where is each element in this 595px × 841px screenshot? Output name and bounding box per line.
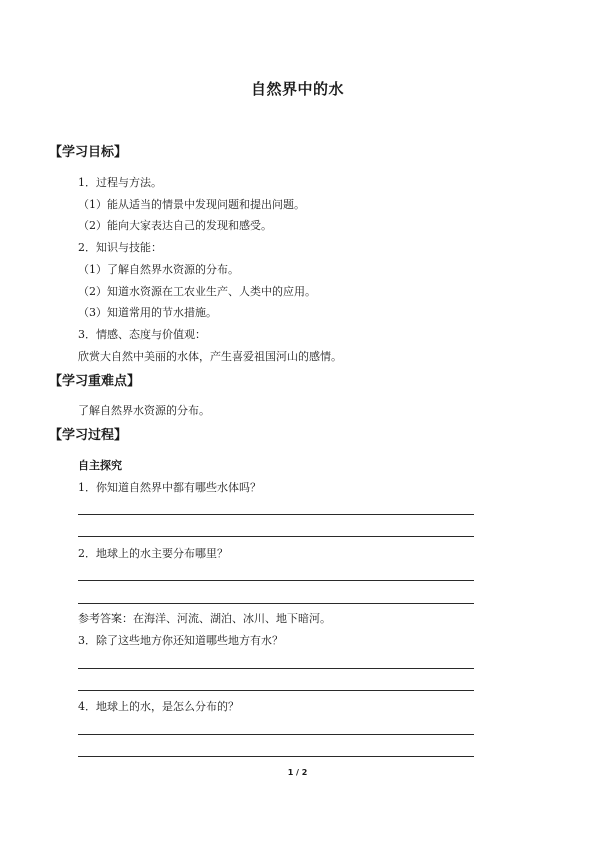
heading-objectives: 【学习目标】 (49, 145, 128, 160)
key-point-text: 了解自然界水资源的分布。 (78, 404, 210, 417)
objective-line: （2）知道水资源在工农业生产、人类中的应用。 (78, 285, 316, 298)
question-2: 2．地球上的水主要分布哪里？ (78, 547, 228, 560)
objective-line: 2．知识与技能： (78, 241, 162, 254)
page-number: 1 / 2 (287, 768, 308, 777)
objective-line: （3）知道常用的节水措施。 (78, 306, 217, 319)
answer-line (78, 514, 474, 515)
question-4: 4．地球上的水，是怎么分布的？ (78, 700, 239, 713)
answer-line (78, 580, 474, 581)
question-1: 1．你知道自然界中都有哪些水体吗？ (78, 481, 261, 494)
answer-line (78, 668, 474, 669)
answer-line (78, 536, 474, 537)
objective-line: 3．情感、态度与价值观： (78, 328, 206, 341)
objective-line: （1）能从适当的情景中发现问题和提出问题。 (78, 198, 305, 211)
page-title: 自然界中的水 (250, 80, 344, 98)
objective-line: （1）了解自然界水资源的分布。 (78, 263, 239, 276)
answer-line (78, 756, 474, 757)
answer-line (78, 603, 474, 604)
answer-line (78, 690, 474, 691)
heading-key-points: 【学习重难点】 (49, 374, 141, 389)
objective-line: （2）能向大家表达自己的发现和感受。 (78, 219, 272, 232)
answer-line (78, 734, 474, 735)
question-3: 3．除了这些地方你还知道哪些地方有水？ (78, 634, 283, 647)
reference-answer: 参考答案：在海洋、河流、湖泊、冰川、地下暗河。 (78, 612, 331, 625)
heading-process: 【学习过程】 (49, 428, 128, 443)
objective-line: 1．过程与方法。 (78, 176, 162, 189)
objective-line: 欣赏大自然中美丽的水体，产生喜爱祖国河山的感情。 (78, 350, 342, 363)
subheading-self-inquiry: 自主探究 (78, 459, 122, 472)
